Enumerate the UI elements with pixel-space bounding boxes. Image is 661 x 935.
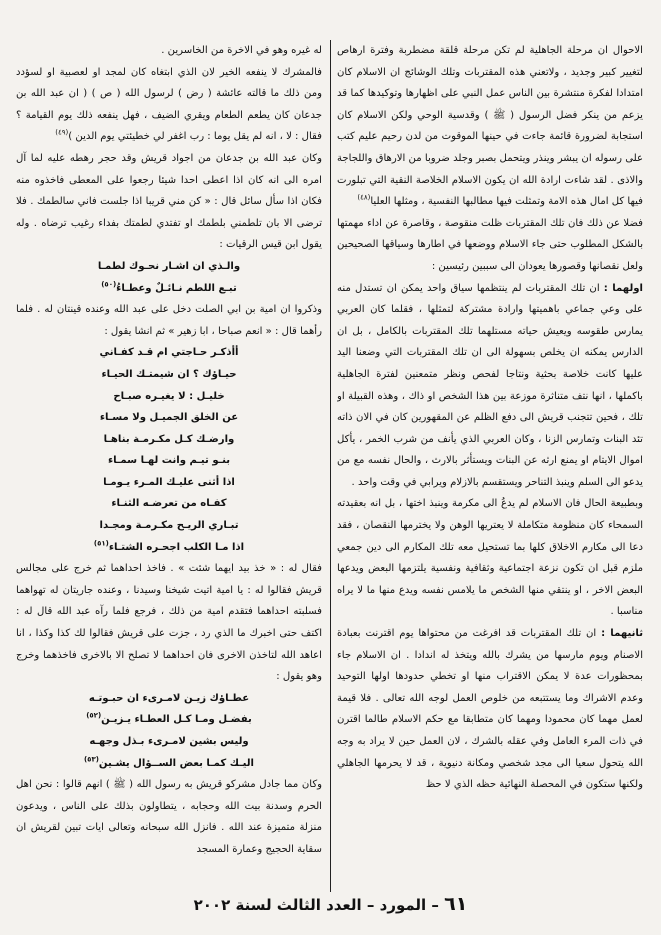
footnote-ref: (٥١): [93, 539, 109, 548]
poem-verse: [16, 709, 322, 731]
poem-verse: أأذكـر حـاجتي ام قـد كفـاني: [99, 347, 239, 359]
poem-verse: حيـاؤك ؟ ان شيمتـك الحيـاء: [101, 368, 237, 380]
verse-text: اذا مـا الكلب اجحـره الشتـاء: [108, 541, 245, 553]
paragraph: وكان مما جادل مشركو قريش به رسول الله ( ﷺ ) انهم قالوا : نحن اهل الحرم وسدنة بيت الله وحجابه ، يتطاولون بذلك على الناس ، ويدعون منزلة متميزة عند الله . فانزل الله سبحانه وتعالى ايات تبين لقريش ان سقاية الحجيج وعمارة المسجد: [16, 779, 322, 855]
poem-verse: عن الخلق الجميـل ولا مسـاء: [99, 412, 239, 424]
poem-verse: بنـو تيـم وانت لهـا سمـاء: [107, 455, 231, 467]
left-column: [16, 40, 322, 890]
poem-verse: خليـل : لا يغيـره صبـاح: [113, 390, 225, 402]
poem-verse: [16, 537, 322, 559]
poem-verse: وليس بشين لامـرىء بـذل وجهـه: [89, 736, 249, 747]
poem-verse: وارضـك كـل مكـرمـة بناهـا: [103, 433, 235, 445]
verse-text: بفضـل ومـا كـل العطـاء يـزيـن: [101, 714, 252, 726]
footnote-ref: (٥٣): [83, 755, 99, 764]
poem-verse: اذا أثنى عليـك المـرء يـومـا: [103, 476, 235, 488]
verse-text: اليـك كمـا بعض الســؤال يشـين: [98, 757, 255, 769]
paragraph: وبطبيعة الحال فان الاسلام لم يدعُ الى مكرمة وينبذ اختها ، بل انه بعقيدته السمحاء كان منظومة متكاملة لا يعتريها الوهن ولا يخترمها النقصان ، فقد دعا الى مكارم الاخلاق كلها بما تستحيل معه تلك المكارم الى دين جمعي ملزم قبل ان تكون نزعة اجتماعية وثقافية ونفسية يلتزمها البعض ويدعها البعض الاخر ، او ينتقي منها الشخص ما يلامس نفسه ويدع منها ما لا يراه مناسبا .: [337, 498, 643, 618]
point-label: اولهما :: [603, 282, 643, 294]
paragraph-text: ان تلك المقتربات قد افرغت من محتواها يوم اقترنت بعبادة الاصنام ويوم مارسها من يشرك بالله ويتخذ له اندادا . ان الاسلام جاء بمحظورات عدة لا يمكن الاقتراب منها او تخطي حدودها اولها التوحيد وعدم الاشراك وما يستتبعه من خلوص العمل لوجه الله تعالى . فلا قيمة لعمل مهما كان محمودا ومهما كان متطابقا مع حكم الاسلام طالما اقترن في ذات المرء العامل وفي عقله بالشرك ، لان العمل حين لا يراد به وجه الله يتحول سعيا الى مجد شخصي ومكانة دنيوية ، قد لا يحرمها الجاهلي ولكنها ستكون في المحصلة النهائية حظه الذي لا حظ: [337, 628, 643, 791]
paragraph-text: ان تلك المقتربات لم ينتظمها سياق واحد يمكن ان تستدل منه على وعي جماعي باهميتها وارادة مشتركة لتمثلها ، فقلما كان العربي يمارس طقوسه ويعيش حياته مستلهما تلك المقتربات بالكامل ، بل ان الدارس يمكنه ان يخلص بسهولة الى ان تلك المقتربات التي وضعنا اليد عليها كانت خلاصة بحثية ونتاجا لفحص ونظر متمعنين لفترة الجاهلية باكملها ، انها نتف متناثرة موزعة بين هذا الشخص او ذاك ، وهذه القبيلة او تلك ، فحين تتجنب قريش الى دفع الظلم عن المقهورين كان في الان ذاته تئد البنات وتمارس الزنا ، وكان العربي الذي يأنف من شرب الخمر ، يأكل اموال الايتام او يمنع ارثه عن البنات ويستأثر بالارث ، والحال نفسه مع من يدعو الى السلم وينبذ التناحر ويستقسم بالازلام ويرابي في وقت واحد .: [337, 282, 643, 488]
paragraph: فضلا عن ذلك فان تلك المقتربات ظلت منقوصة ، وقاصرة عن اداء مهمتها بالشكل المطلوب حتى جاء الاسلام ووضعها في اطارها وسياقها الصحيحين ولعل نقصانها وقصورها يعودان الى سببين رئيسين :: [337, 217, 643, 272]
journal-issue: المورد – العدد الثالث لسنة ٢٠٠٢: [193, 896, 427, 914]
poem-verse: [16, 278, 322, 300]
footnote-ref: (٥٢): [86, 712, 102, 721]
poem-verse: عطـاؤك زيـن لامـرىء ان حبـوتـه: [88, 692, 250, 704]
footer-dash: –: [431, 896, 439, 914]
paragraph: [337, 40, 643, 213]
paragraph: وذكروا ان امية بن ابي الصلت دخل على عبد الله وعنده قينتان له . فلما رأهما قال : « انعم صباحا ، ابا زهير » ثم انشا يقول :: [16, 304, 322, 337]
paragraph: وكان عبد الله بن جدعان من اجواد قريش وقد حجر رهطه عليه لما آل امره الى انه كان اذا اعطى احدا شيئا رجعوا على المعطى فاخذوه منه فكان اذا سأل سائل قال : « كن مني قريبا اذا جلست فاني سالطمك . فلا ترضى الا بان تلطمني بلطمك او تفتدي لطمتك بفداء رغيب ترضاه . وله يقول ابن قيس الرقيات :: [16, 152, 322, 251]
paragraph: [337, 278, 643, 494]
page-footer: [0, 893, 661, 916]
paragraph-text: فالمشرك لا ينفعه الخير لان الذي ابتغاه كان لمجد او لعصبية او لسؤدد ومن ذلك ما قالته عائشة ( رض ) لرسول الله ( ص ) ( ان عبد الله بن جدعان كان يطعم الطعام ويقري الضيف ، فهل ينفعه ذلك يوم القيامة ؟ فقال : لا ، انه لم يقل يوما : رب اغفر لي خطيئتي يوم الدين ): [16, 66, 322, 143]
poem-verse: تبـاري الريـح مكـرمـة ومجـدا: [99, 520, 239, 532]
point-label: ثانيهما :: [601, 628, 643, 640]
right-column: [337, 40, 643, 890]
poem-verse: [16, 753, 322, 775]
verse-text: تبـع اللطم نـائـلٌ وعطـاءُ: [116, 282, 237, 294]
footnote-ref: (٥٠): [101, 280, 117, 289]
paragraph: [16, 62, 322, 148]
column-divider: [330, 40, 331, 892]
poem-verse: والـذي ان اشـار نحـوك لطمـا: [97, 260, 241, 272]
paragraph: [337, 623, 643, 796]
poem-verse: كفـاه من تعرضـه الثنـاء: [111, 498, 227, 510]
paragraph: فقال له : « خذ بيد ايهما شئت » . فاخذ احداهما ثم خرج على مجالس قريش فقالوا له : يا امية اتيت شيخنا وسيدنا ، وعنده جاريتان له تهواهما فسلبته احداهما فتقدم امية من ذلك ، فرجع فلما رآه عبد الله قال له : اكتف حتى اخبرك ما الذي رد ، جزت على قريش فقالوا لك كذا وكذا ، انا اعاهد الله لتاخذن الاخرى فان احداهما لا تصلح الا بالاخرى فاخذهما وخرج وهو يقول :: [16, 563, 322, 683]
page-number: ٦١: [444, 893, 468, 915]
paragraph-text: الاحوال ان مرحلة الجاهلية لم تكن مرحلة قلقة مضطربة وفترة ارهاص لتغيير كبير وجديد ، ولاتعني هذه المقتربات وتلك الوشائج ان الاسلام كان امتدادا لفكرة منتشرة بين الناس عمل النبي على اظهارها وتوكيدها كما قد يزعم من ينكر فضل الرسول ( ﷺ ) وقدسية الوحي ولكن الاسلام كان استجابة لضرورة قائمة جاءت في حينها الموقوت من لدن رحيم عليم كتب على رسوله ان يبشر وينذر ويتحمل بصبر وجلد ضروبا من الارهاق واللجاجة والاذى . لقد شاءت ارادة الله ان يكون الاسلام الخلاصة النقية التي تبلورت فيها كل امال هذه الامة وتمثلت فيها مطالبها النفسية ، ومثلها العليا: [337, 45, 643, 208]
paragraph: له غيره وهو في الاخرة من الخاسرين .: [161, 45, 322, 56]
footnote-ref: (٤٩): [55, 129, 69, 138]
footnote-ref: (٤٨): [357, 193, 371, 202]
